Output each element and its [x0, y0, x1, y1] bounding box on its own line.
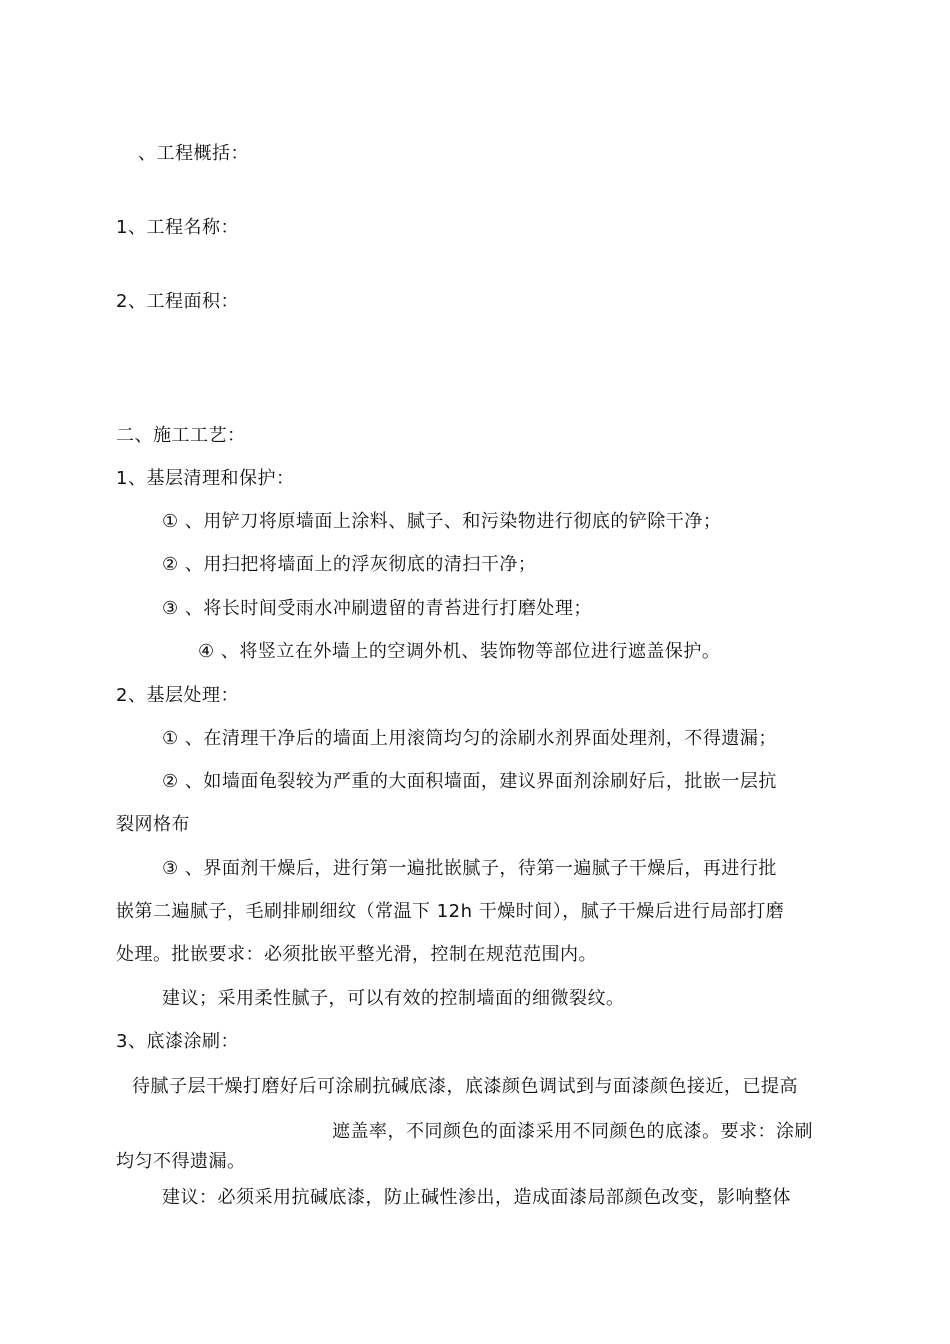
subsection-1-heading: 1、基层清理和保护：	[116, 468, 295, 489]
paragraph-line: ③ 、界面剂干燥后，进行第一遍批嵌腻子，待第一遍腻子干燥后，再进行批	[162, 858, 777, 879]
subsection-2-heading: 2、基层处理：	[116, 685, 239, 706]
list-item: ② 、用扫把将墙面上的浮灰彻底的清扫干净；	[162, 554, 537, 575]
list-item: ① 、用铲刀将原墙面上涂料、腻子、和污染物进行彻底的铲除干净；	[162, 511, 722, 532]
paragraph-line: ② 、如墙面龟裂较为严重的大面积墙面，建议界面剂涂刷好后，批嵌一层抗	[162, 771, 777, 792]
paragraph-line: 裂网格布	[116, 814, 190, 835]
list-item: ③ 、将长时间受雨水冲刷遗留的青苔进行打磨处理；	[162, 598, 592, 619]
paragraph-line: 均匀不得遗漏。	[116, 1151, 246, 1172]
section-2-title: 二、施工工艺：	[116, 425, 246, 446]
project-area-label: 2、工程面积：	[116, 291, 239, 312]
paragraph-line: 待腻子层干燥打磨好后可涂刷抗碱底漆，底漆颜色调试到与面漆颜色接近，已提高	[132, 1076, 798, 1097]
paragraph-line: 遮盖率，不同颜色的面漆采用不同颜色的底漆。要求：涂刷	[332, 1121, 813, 1142]
section-1-title: 、工程概括：	[138, 143, 249, 164]
subsection-3-heading: 3、底漆涂刷：	[116, 1031, 239, 1052]
suggestion-text: 建议；采用柔性腻子，可以有效的控制墙面的细微裂纹。	[162, 988, 625, 1009]
list-item: ④ 、将竖立在外墙上的空调外机、装饰物等部位进行遮盖保护。	[198, 641, 721, 662]
list-item: ① 、在清理干净后的墙面上用滚筒均匀的涂刷水剂界面处理剂，不得遗漏；	[162, 728, 777, 749]
paragraph-line: 处理。批嵌要求：必须批嵌平整光滑，控制在规范范围内。	[116, 944, 597, 965]
suggestion-text: 建议：必须采用抗碱底漆，防止碱性渗出，造成面漆局部颜色改变，影响整体	[162, 1187, 791, 1208]
project-name-label: 1、工程名称：	[116, 217, 239, 238]
paragraph-line: 嵌第二遍腻子，毛刷排刷细纹（常温下 12h 干燥时间），腻子干燥后进行局部打磨	[116, 901, 785, 922]
